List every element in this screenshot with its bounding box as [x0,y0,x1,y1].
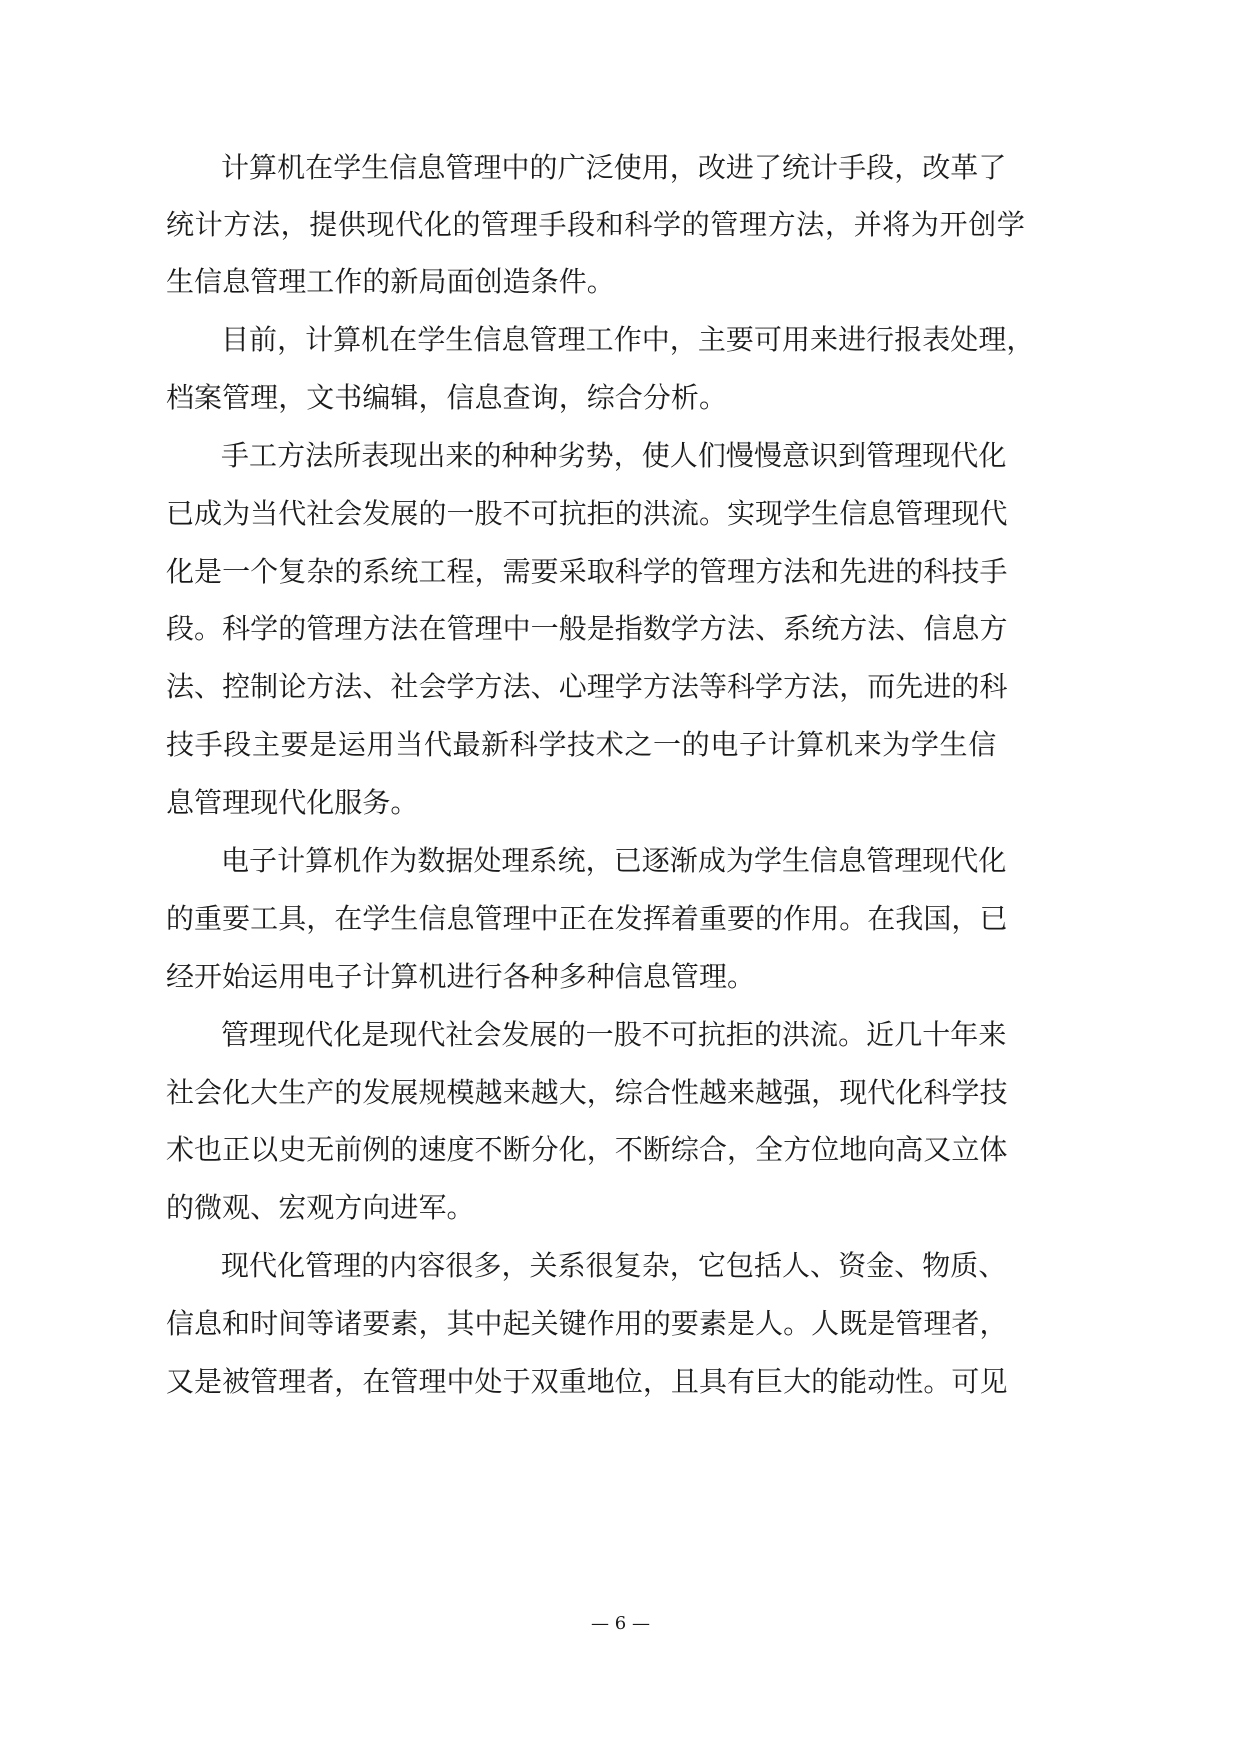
text-line: 信息和时间等诸要素，其中起关键作用的要素是人。人既是管理者， [166,1307,1008,1340]
text-line: 法、控制论方法、社会学方法、心理学方法等科学方法，而先进的科 [166,670,1008,703]
text-line: 管理现代化是现代社会发展的一股不可抗拒的洪流。近几十年来 [221,1018,1007,1051]
text-line: 目前，计算机在学生信息管理工作中，主要可用来进行报表处理， [221,323,1035,356]
text-line: 化是一个复杂的系统工程，需要采取科学的管理方法和先进的科技手 [166,555,1008,588]
text-line: 手工方法所表现出来的种种劣势，使人们慢慢意识到管理现代化 [221,439,1007,472]
text-line: 息管理现代化服务。 [166,786,419,819]
text-line: 生信息管理工作的新局面创造条件。 [166,265,615,298]
text-line: 又是被管理者，在管理中处于双重地位，且具有巨大的能动性。可见 [166,1365,1008,1398]
text-line: 已成为当代社会发展的一股不可抗拒的洪流。实现学生信息管理现代 [166,497,1008,530]
text-line: 术也正以史无前例的速度不断分化，不断综合，全方位地向高又立体 [166,1133,1008,1166]
page-number: — 6 — [591,1613,650,1634]
text-line: 电子计算机作为数据处理系统，已逐渐成为学生信息管理现代化 [221,844,1007,877]
text-line: 社会化大生产的发展规模越来越大，综合性越来越强，现代化科学技 [166,1076,1008,1109]
text-line: 计算机在学生信息管理中的广泛使用，改进了统计手段，改革了 [221,151,1007,184]
text-line: 段。科学的管理方法在管理中一般是指数学方法、系统方法、信息方 [166,612,1008,645]
text-line: 的重要工具，在学生信息管理中正在发挥着重要的作用。在我国，已 [166,902,1008,935]
text-line: 技手段主要是运用当代最新科学技术之一的电子计算机来为学生信 [166,728,997,761]
text-line: 现代化管理的内容很多，关系很复杂，它包括人、资金、物质、 [221,1249,1007,1282]
text-line: 档案管理，文书编辑，信息查询，综合分析。 [166,381,728,414]
text-line: 统计方法，提供现代化的管理手段和科学的管理方法，并将为开创学 [166,208,1026,241]
text-line: 经开始运用电子计算机进行各种多种信息管理。 [166,960,756,993]
text-line: 的微观、宏观方向进军。 [166,1191,475,1224]
